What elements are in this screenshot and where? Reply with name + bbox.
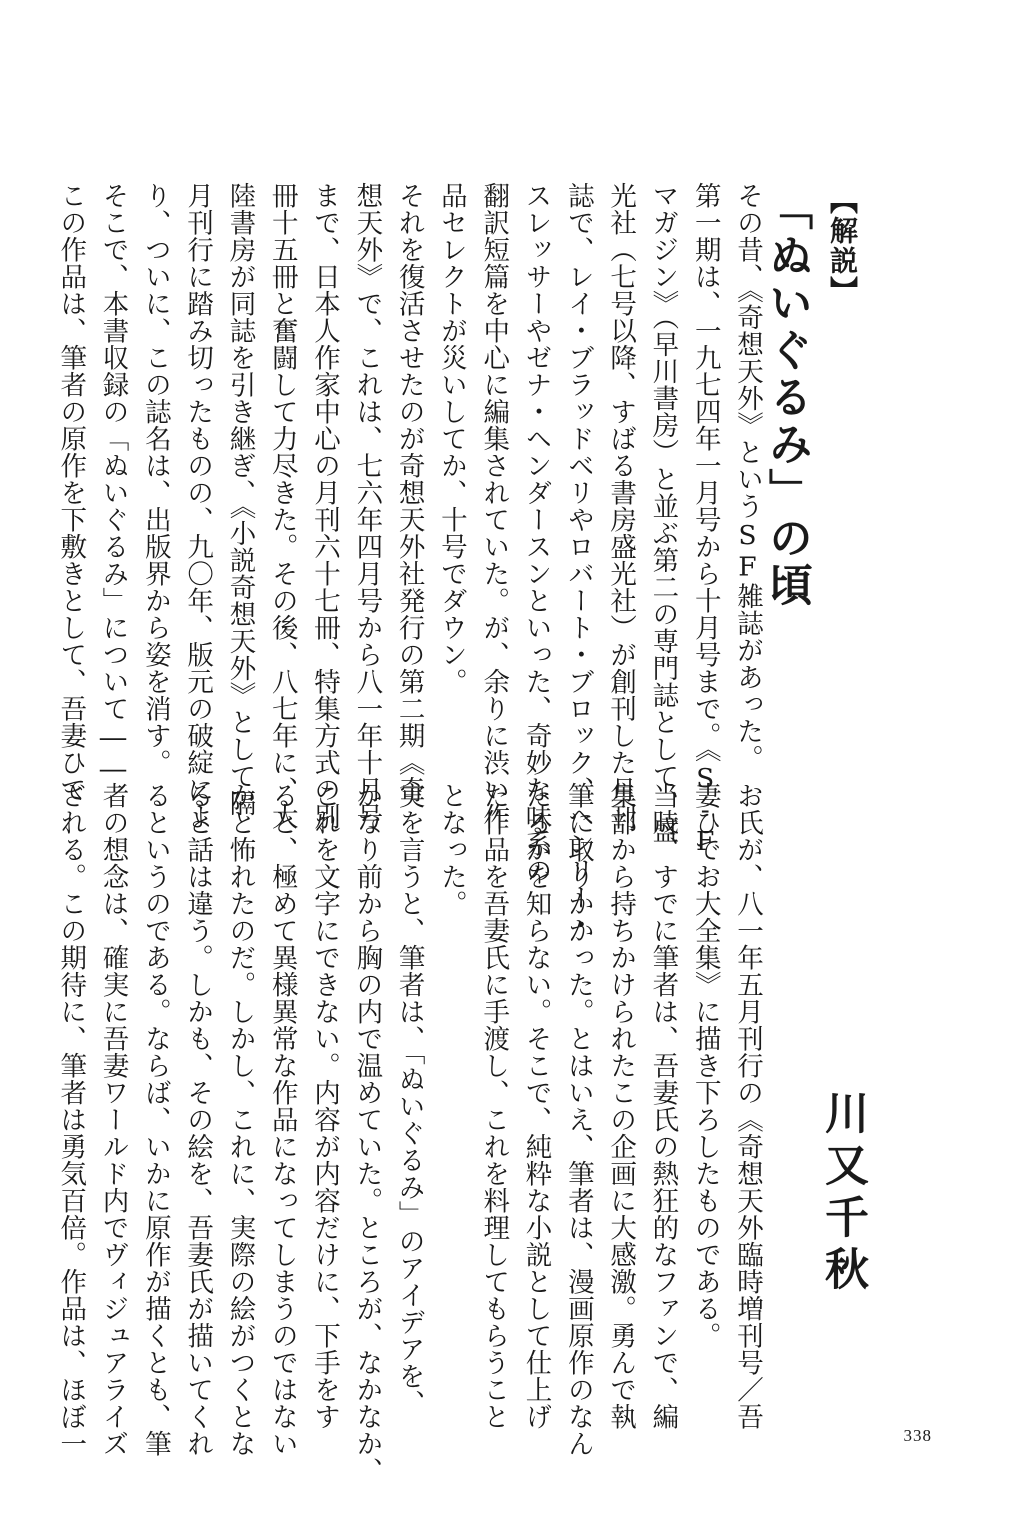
page-title: 「ぬいぐるみ」の頃 — [761, 186, 812, 609]
section-tag: 【解説】 — [826, 186, 859, 306]
text-line: かなり前から胸の内で温めていた。ところが、なかなか、 — [351, 782, 383, 1484]
text-line: り、ついに、この誌名は、出版界から姿を消す。 — [139, 182, 171, 776]
text-line: ると、極めて異様異常な作品になってしまうのではない — [266, 782, 298, 1457]
text-line: まで、日本人作家中心の月刊六十七冊、特集方式の別 — [309, 182, 341, 830]
text-line: 第一期は、一九七四年一月号から十月号まで。《S-F — [689, 182, 721, 858]
text-line: 品セレクトが災いしてか、十号でダウン。 — [435, 182, 467, 695]
body-text-lower — [49, 782, 768, 1484]
text-line: される。この期待に、筆者は勇気百倍。作品は、ほぼ一 — [55, 782, 87, 1457]
text-line: かと怖れたのだ。しかし、これに、実際の絵がつくとな — [224, 782, 256, 1457]
text-line: 冊十五冊と奮闘して力尽きた。その後、八七年に、大 — [266, 182, 298, 830]
text-line: この作品は、筆者の原作を下敷きとして、吾妻ひで — [55, 182, 87, 803]
text-line: 集部から持ちかけられたこの企画に大感激。勇んで執 — [605, 782, 637, 1430]
text-line: 者の想念は、確実に吾妻ワールド内でヴィジュアライズ — [97, 782, 129, 1457]
text-line: 想天外》で、これは、七六年四月号から八一年十月号 — [351, 182, 383, 830]
text-line: それを復活させたのが奇想天外社発行の第二期《奇 — [393, 182, 425, 803]
text-line: 陸書房が同誌を引き継ぎ、《小説奇想天外》として隔 — [224, 182, 256, 817]
text-line: その昔、《奇想天外》というSF雑誌があった。 — [732, 182, 763, 772]
text-line: るというのである。ならば、いかに原作が描くとも、筆 — [139, 782, 171, 1457]
text-line: 実を言うと、筆者は、「ぬいぐるみ」のアイデアを、 — [393, 782, 425, 1417]
text-line: た作品を吾妻氏に手渡し、これを料理してもらうこと — [478, 782, 510, 1430]
text-line: となった。 — [435, 782, 467, 917]
text-line: 翻訳短篇を中心に編集されていた。が、余りに渋い作 — [478, 182, 510, 830]
text-line: スレッサーやゼナ・ヘンダースンといった、奇妙な味系の — [520, 182, 552, 884]
text-line: そこで、本書収録の「ぬいぐるみ」について―― — [97, 182, 129, 785]
text-line: 光社（七号以降、すばる書房盛光社）が創刊した月刊 — [605, 182, 637, 830]
article-heading — [761, 186, 862, 609]
text-line: 月刊行に踏み切ったものの、九〇年、版元の破綻によ — [182, 182, 214, 830]
text-line: 誌で、レイ・ブラッドベリやロバート・ブロック、ヘンリー・ — [562, 182, 594, 938]
author-name: 川又千秋 — [817, 1090, 868, 1298]
text-line: 筆に取りかかった。とはいえ、筆者は、漫画原作のなん — [562, 782, 594, 1457]
text-line: 妻ひでお大全集》に描き下ろしたものである。 — [689, 782, 721, 1349]
text-line: たるかを知らない。そこで、純粋な小説として仕上げ — [520, 782, 552, 1430]
text-line: 当時、すでに筆者は、吾妻氏の熱狂的なファンで、編 — [647, 782, 679, 1430]
page-number: 338 — [903, 1426, 932, 1445]
text-line: これを文字にできない。内容が内容だけに、下手をす — [309, 782, 341, 1430]
text-line: マガジン》（早川書房）と並ぶ第二の専門誌として、盛 — [647, 182, 679, 844]
text-line: お氏が、八一年五月刊行の《奇想天外臨時増刊号／吾 — [732, 782, 763, 1430]
text-line: ると話は違う。しかも、その絵を、吾妻氏が描いてくれ — [182, 782, 214, 1457]
